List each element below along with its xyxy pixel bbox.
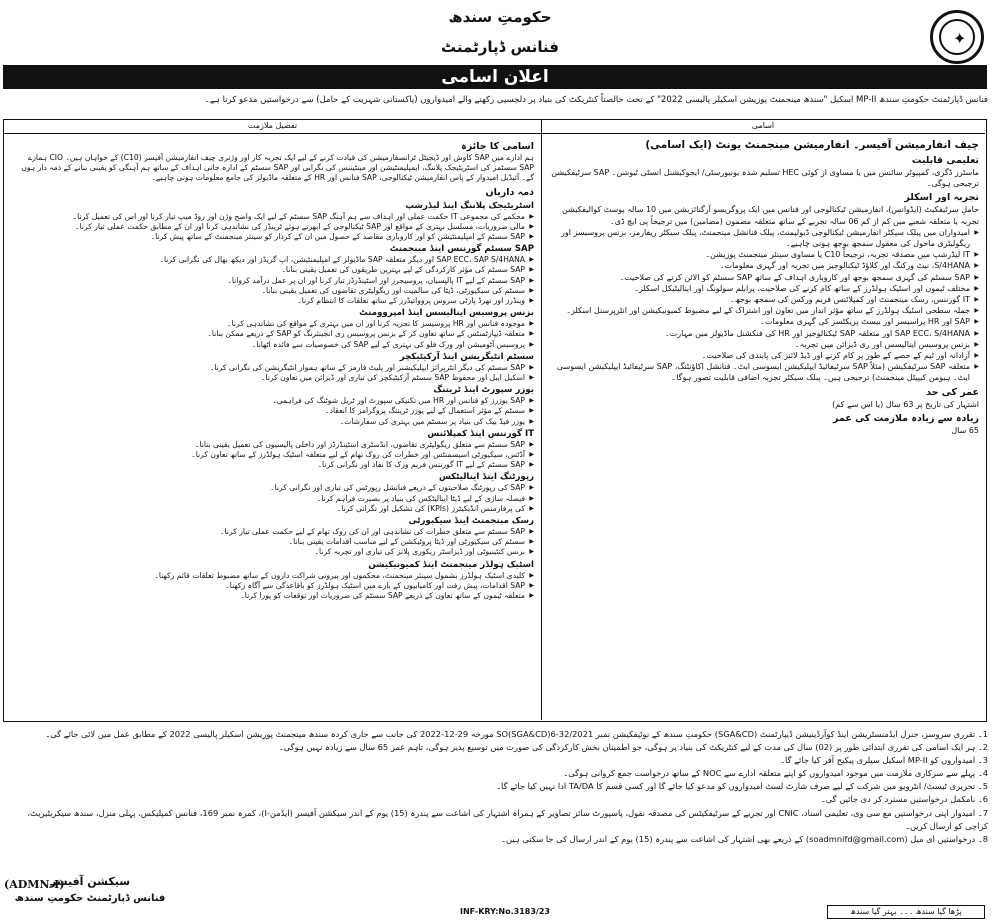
duty-item: ▶ بزنس کنٹینیوٹی اور ڈیزاسٹر ریکوری پلانز کی تیاری اور تجربہ کرنا۔ — [12, 547, 534, 557]
overview-text: ہم ادارے میں SAP کاوش اور ڈیجیٹل ٹرانسفارمیشن کی قیادت کرنے کے لیے ایک تجربہ کار اور وژنری چیف انفارمیشن آفیسر (C10) کے خواہاں ہیں۔ CIO ہمارے SAP سسٹمز کی اسٹریٹیجک پلاننگ، ایمپلیمنٹیشن اور مینٹیننس کی نگرانی اور SAP سسٹم کے ادارہ جاتی اہداف کے ساتھ ہم آہنگی کو یقینی بنانے کے ذمہ دار ہوں گے۔ آئیڈیل امیدوار کے پاس انفارمیشن ٹیکنالوجی، SAP فنانس اور HR کے متعلقہ ماڈیولز کی جامع معلومات ہونی چاہیے۔ — [21, 153, 534, 183]
skill-item: ▶ مختلف ٹیموں اور اسٹیک ہولڈرز کے ساتھ کام کرنے کی صلاحیت، پرابلم سولونگ اور اینالیٹیکل اسکلز۔ — [549, 283, 979, 294]
letterhead — [0, 0, 993, 92]
skill-item: ▶ آزادانہ اور ٹیم کے حصے کے طور پر کام کرنے اور ڈیڈ لائنز کی پابندی کی صلاحیت۔ — [549, 350, 979, 361]
duty-section-heading: اسٹیک ہولڈر مینجمنٹ اینڈ کمیونیکیشن — [368, 559, 534, 570]
signatory-department: فنانس ڈپارٹمنٹ حکومتِ سندھ — [14, 893, 166, 904]
intro-paragraph: فنانس ڈپارٹمنٹ حکومتِ سندھ MP-II اسکیل "سندھ مینجمنٹ پوزیشن اسکیلر پالیسی 2022" کے تحت خالصتاً کنٹریکٹ کی بنیاد پر دلچسپی رکھنے والے امیدواروں (پاکستانی شہریت کے حامل) سے درخواستیں مدعو کرتا ہے۔ — [204, 95, 988, 105]
term-item: 7۔ امیدوار اپنی درخواستیں مع سی وی، تعلیمی اسناد، CNIC اور تجربے کے سرٹیفکیٹس کی مصدقہ نقول، پاسپورٹ سائز تصاویر کے ہمراہ اشتہار کی اشاعت سے پندرہ (15) یوم کے اندر سیکشن آفیسر (ایڈمن-I)، کمرہ نمبر 169، فنانس کمپلیکس، پہلی منزل، سندھ سیکریٹیریٹ، کراچی کو ارسال کریں۔ — [27, 807, 988, 831]
skill-item: ▶ SAP سسٹم کی گہری سمجھ بوجھ اور کاروباری اہداف کے ساتھ SAP سسٹم کو الائن کرنے کی صلاحیت۔ — [549, 272, 979, 283]
overview-heading: اسامی کا جائزہ — [461, 141, 534, 152]
duty-section-heading: رپورٹنگ اینڈ اینالیٹکس — [439, 472, 534, 483]
duty-item: ▶ SAP سسٹم کی مؤثر کارکردگی کے لیے بہترین طریقوں کی تعمیل یقینی بنانا۔ — [12, 265, 534, 275]
qualification-heading: تعلیمی قابلیت — [911, 155, 979, 166]
duty-item: ▶ یوزر فیڈ بیک کی بنیاد پر سسٹم میں بہتری کی سفارشات۔ — [12, 417, 534, 427]
skills-list — [549, 227, 979, 384]
skill-item: ▶ SAP ECC، S/4HANA اور متعلقہ SAP ٹیکنالوجیز اور HR کی فنکشنل ماڈیولز میں مہارت۔ — [549, 328, 979, 339]
vacancy-table — [3, 119, 987, 722]
age-limit-text: اشتہار کی تاریخ پر 63 سال (یا اس سے کم) — [832, 399, 979, 409]
max-age-heading: زیادہ سے زیادہ ملازمت کی عمر — [833, 412, 979, 424]
skill-item: ▶ IT گورننس، رسک مینجمنٹ اور کمپلائنس فریم ورکس کی سمجھ بوجھ۔ — [549, 294, 979, 305]
skill-item: ▶ امیدواران میں پبلک سیکٹر انفارمیشن ٹیکنالوجی ڈیولپمنٹ، پبلک فنانشل مینجمنٹ، پبلک سیکٹر ریفارمز، بزنس پروسیسز اور ریگولیٹری ماحول کی معقول سمجھ بوجھ ہونی چاہیے۔ — [549, 227, 979, 249]
column-header-details: تفصیل ملازمت — [247, 121, 298, 130]
duty-item: ▶ سسٹم کی سیکیورٹی، ڈیٹا کی سالمیت اور ریگولیٹری تقاضوں کی تعمیل یقینی بنانا۔ — [12, 286, 534, 296]
duties-heading: ذمہ داریاں — [485, 186, 534, 198]
duty-item: ▶ محکمے کی مجموعی IT حکمت عملی اور اہداف سے ہم آہنگ SAP سسٹم کے لیے ایک واضح وژن اور روڈ میپ تیار کرنا اور اس کی تعمیل کرنا۔ — [12, 212, 534, 222]
duty-section-heading: بزنس پروسیس اینالیسس اینڈ امپروومنٹ — [359, 308, 534, 319]
post-title: چیف انفارمیشن آفیسر۔ انفارمیشن مینجمنٹ یونٹ (ایک اسامی) — [645, 139, 979, 151]
slogan-box: پڑھا گیا سندھ ۔۔۔ بہتر گیا سندھ — [827, 905, 985, 919]
duty-item: ▶ مالی ضروریات، مسلسل بہتری کے مواقع اور SAP ٹیکنالوجی کے ابھرتے ہوئے ٹرینڈز کی نشاندہی کرنا اور ان کے مطابق حکمت عملی تیار کرنا۔ — [12, 222, 534, 232]
skill-item: ▶ بزنس پروسیس اینالیسس اور ری ڈیزائن میں تجربہ۔ — [549, 339, 979, 350]
duty-item: ▶ SAP سسٹم کی دیگر انٹرپرائز ایپلیکیشنز اور پلیٹ فارمز کے ساتھ ہموار انٹیگریشن کی نگرانی کرنا۔ — [12, 363, 534, 373]
term-item: 3۔ امیدواروں کو MP-II اسکیل سیلری پیکیج آفر کیا جائے گا۔ — [780, 755, 988, 766]
skill-item: ▶ IT لیڈرشپ میں مصدقہ تجربہ، ترجیحاً C10 یا مساوی سینئر مینجمنٹ پوزیشن۔ — [549, 249, 979, 260]
duty-section-heading: اسٹریٹیجک پلاننگ اینڈ لیڈرشپ — [405, 200, 534, 211]
government-seal-icon: ✦ — [930, 10, 984, 64]
experience-intro: حاملِ سرٹیفکیٹ (ایڈوانس)، انفارمیشن ٹیکنالوجی اور فنانس میں ایک پروگریسو آرگنائزیشن میں 10 سالہ پوسٹ کوالیفکیشن تجربہ یا متعلقہ شعبے میں کم از کم 06 سالہ تجربے کے ساتھ متعلقہ مضمون (مضامین) میں ترجیحاً پی ایچ ڈی۔ — [562, 205, 979, 226]
post-column — [549, 138, 979, 436]
details-column — [12, 138, 534, 601]
term-item: 2۔ ہر ایک اسامی کی تقرری ابتدائی طور پر (02) سال کی مدت کے لیے کنٹریکٹ کی بنیاد پر ہوگی، جو اطمینان بخش کارکردگی کی صورت میں توسیع پذیر ہوگی، تاہم عمر 65 سال سے زیادہ نہیں ہوگی۔ — [278, 742, 988, 753]
signatory-title: سیکشن آفیسر — [49, 875, 131, 888]
duty-item: ▶ موجودہ فنانس اور HR پروسیسز کا تجزیہ کرنا اور ان میں بہتری کے مواقع کی نشاندہی کرنا۔ — [12, 319, 534, 329]
age-limit-heading: عمر کی حد — [926, 386, 979, 398]
term-item: 5۔ تحریری ٹیسٹ/ انٹرویو میں شرکت کے لیے صرف شارٹ لسٹ امیدواروں کو مدعو کیا جائے گا اور کسی قسم کا TA/DA ادا نہیں کیا جائے گا۔ — [496, 781, 988, 792]
experience-heading: تجربہ اور اسکلز — [904, 192, 979, 204]
duty-item: ▶ پروسیس آٹومیشن اور ورک فلو کی بہتری کے لیے SAP کی خصوصیات سے فائدہ اٹھانا۔ — [12, 340, 534, 350]
term-item: 6۔ نامکمل درخواستیں مسترد کر دی جائیں گی۔ — [820, 794, 988, 805]
admn-label: (ADMN-I) — [4, 878, 65, 891]
skill-item: ▶ S/4HANA، نیٹ ورکنگ اور کلاؤڈ ٹیکنالوجیز میں تجربہ اور گہری معلومات۔ — [549, 260, 979, 271]
duty-item: ▶ SAP اقدامات، پیش رفت اور کامیابیوں کے بارے میں اسٹیک ہولڈرز کو باقاعدگی سے آگاہ رکھنا۔ — [12, 581, 534, 591]
duty-item: ▶ SAP سسٹم سے متعلق خطرات کی نشاندہی اور ان کی روک تھام کے لیے حکمت عملی تیار کرنا۔ — [12, 527, 534, 537]
inf-number: INF-KRY:No.3183/23 — [460, 907, 550, 916]
duty-section-heading: سسٹم انٹیگریشن اینڈ آرکیٹیکچر — [399, 351, 534, 362]
term-item: 1۔ تقرری سروسز، جنرل ایڈمنسٹریشن اینڈ کوآرڈینیشن ڈیپارٹمنٹ (SGA&CD) حکومتِ سندھ کے نوٹیفکیشن نمبر SO(SGA&CD)6-32/2021 مورخہ 29-12-2022 کی جانب سے جاری کردہ سندھ مینجمنٹ پوزیشن اسکیلر پالیسی 2022 کے مطابق عمل میں لائی جائے گی۔ — [45, 729, 988, 739]
department-name: فنانس ڈپارٹمنٹ — [441, 38, 559, 56]
duty-item: ▶ SAP سسٹم کے امپلیمنٹیشن کو اور کاروباری مقاصد کے حصول میں ان کے کردار کو سینئر مینجمنٹ کے ساتھ پیش کرنا۔ — [12, 232, 534, 242]
duty-item: ▶ SAP یوزرز کو فنانس اور HR میں تکنیکی سپورٹ اور ٹربل شوٹنگ کی فراہمی۔ — [12, 396, 534, 406]
terms-list — [4, 728, 988, 846]
term-item: 4۔ پہلے سے سرکاری ملازمت میں موجود امیدواروں کو اپنے متعلقہ ادارے سے NOC کے ساتھ درخواست جمع کروانی ہوگی۔ — [563, 768, 988, 779]
column-divider — [541, 120, 542, 720]
duty-item: ▶ اسکیل ایبل اور محفوظ SAP سسٹم آرکیٹیکچر کی تیاری اور ڈیزائن میں تعاون کرنا۔ — [12, 373, 534, 383]
duty-section-heading: رسک مینجمنٹ اینڈ سیکیورٹی — [408, 516, 534, 527]
duty-item: ▶ آڈٹس، سیکیورٹی اسیسمنٹس اور خطرات کی روک تھام کے لیے متعلقہ اسٹیک ہولڈرز کے ساتھ تعاون کرنا۔ — [12, 450, 534, 460]
duty-section-heading: یوزر سپورٹ اینڈ ٹریننگ — [433, 385, 534, 396]
duty-section-heading: SAP سسٹم گورننس اینڈ مینجمنٹ — [389, 244, 534, 255]
duty-item: ▶ سسٹم کی سیکیورٹی اور ڈیٹا پروٹیکشن کے لیے مناسب اقدامات یقینی بنانا۔ — [12, 537, 534, 547]
skill-item: ▶ جملہ سطحی اسٹیک ہولڈرز کے ساتھ مؤثر انداز میں تعاون اور اشتراک کے لیے مضبوط کمیونیکیشن اور انٹرپرسنل اسکلز۔ — [549, 305, 979, 316]
duty-item: ▶ فیصلہ سازی کے لیے ڈیٹا اینالیٹکس کی بنیاد پر بصیرت فراہم کرنا۔ — [12, 494, 534, 504]
column-header-post: اسامی — [751, 121, 775, 130]
duty-item: ▶ سسٹم کے مؤثر استعمال کے لیے یوزر ٹریننگ پروگرامز کا انعقاد۔ — [12, 406, 534, 416]
duty-item: ▶ SAP کی رپورٹنگ صلاحیتوں کے ذریعے فنانشل رپورٹس کی تیاری اور نگرانی کرنا۔ — [12, 483, 534, 493]
max-age-text: 65 سال — [951, 425, 979, 435]
advertisement-banner: اعلان اسامی — [3, 65, 987, 89]
qualification-text: ماسٹرز ڈگری، کمپیوٹر سائنس میں یا مساوی از کوئی HEC تسلیم شدہ یونیورسٹی/ ایجوکیشنل انسٹی ٹیوشن۔ SAP سرٹیفکیشن ترجیحی ہوگی۔ — [551, 168, 979, 189]
duty-section-heading: IT گورننس اینڈ کمپلائنس — [427, 428, 534, 439]
duty-item: ▶ SAP ECC، SAP S/4HANA اور دیگر متعلقہ SAP ماڈیولز کے امپلیمنٹیشن، اپ گریڈز اور دیکھ بھال کی نگرانی کرنا۔ — [12, 255, 534, 265]
skill-item: ▶ SAP اور HR پراسیسز اور بیسٹ پریکٹسز کی گہری معلومات۔ — [549, 316, 979, 327]
duty-item: ▶ SAP سسٹم سے متعلق ریگولیٹری تقاضوں، انڈسٹری اسٹینڈرڈز اور داخلی پالیسیوں کی تعمیل یقینی بنانا۔ — [12, 440, 534, 450]
duty-item: ▶ متعلقہ ڈیپارٹمنٹس کے ساتھ تعاون کر کے بزنس پروسیس ری انجینئرنگ کو SAP کے ذریعے ممکن بنانا۔ — [12, 329, 534, 339]
duty-item: ▶ وینڈرز اور تھرڈ پارٹی سروس پرووائیڈرز کے ساتھ تعلقات کا انتظام کرنا۔ — [12, 296, 534, 306]
duty-item: ▶ SAP سسٹم کے لیے IT پالیسیاں، پروسیجرز اور اسٹینڈرڈز تیار کرنا اور ان پر عمل درآمد کروانا۔ — [12, 276, 534, 286]
duty-item: ▶ کلیدی اسٹیک ہولڈرز بشمول سینئر مینجمنٹ، محکموں اور بیرونی شراکت داروں کے ساتھ مضبوط تعلقات قائم رکھنا۔ — [12, 571, 534, 581]
duty-sections — [12, 201, 534, 602]
government-name: حکومتِ سندھ — [448, 8, 552, 26]
duty-item: ▶ کی پرفارمنس انڈیکیٹرز (KPIs) کی تشکیل اور نگرانی کرنا۔ — [12, 504, 534, 514]
skill-item: ▶ متعلقہ SAP سرٹیفکیشن (مثلاً SAP سرٹیفائیڈ ایپلیکیشن ایسوسی ایٹ۔ فنانشل اکاؤنٹنگ، SAP سرٹیفائیڈ ایپلیکیشن ایسوسی ایٹ۔ ہیومن کیپیٹل مینجمنٹ) ترجیحی ہیں۔ پبلک سیکٹر تجربہ اضافی قابلیت تصور ہوگا۔ — [549, 361, 979, 383]
duty-item: ▶ SAP سسٹم کے لیے IT گورننس فریم ورک کا نفاذ اور نگرانی کرنا۔ — [12, 460, 534, 470]
duty-item: ▶ متعلقہ ٹیموں کے ساتھ تعاون کے ذریعے SAP سسٹم کی ضروریات اور توقعات کو پورا کرنا۔ — [12, 591, 534, 601]
term-item: 8۔ درخواستیں ای میل (soadmnifd@gmail.com) کے ذریعے بھی اشتہار کی اشاعت سے پندرہ (15) یوم کے اندر ارسال کی جا سکتی ہیں۔ — [501, 833, 988, 844]
table-header — [4, 120, 985, 134]
